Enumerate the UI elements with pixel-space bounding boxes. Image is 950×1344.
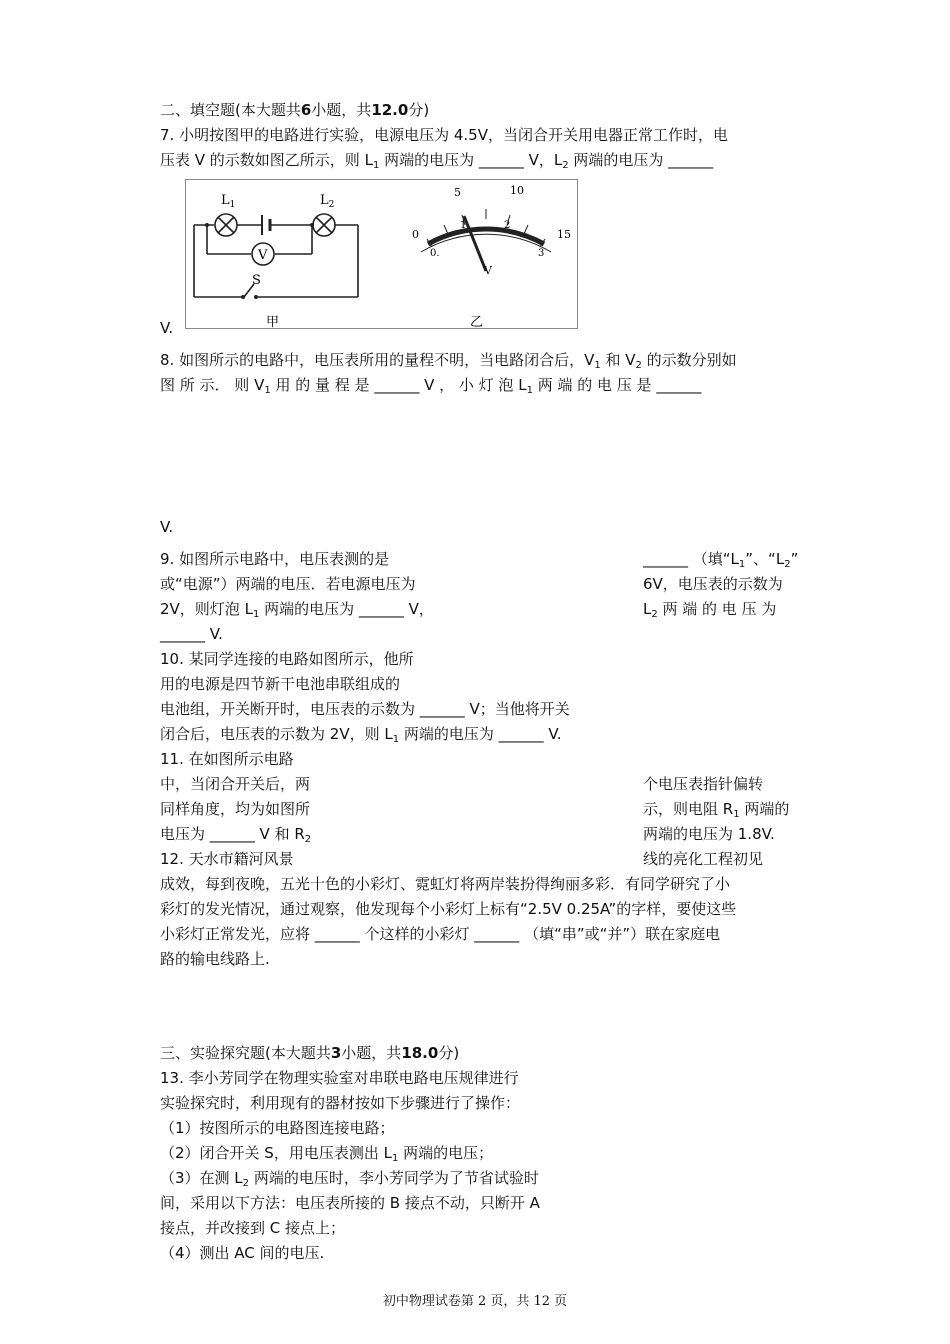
- question-11-line-1: 11. 在如图所示电路: [160, 750, 294, 768]
- question-9-line-3-left: 2V，则灯泡 $L_1$ 两端的电压为 ______ V，: [160, 600, 434, 620]
- voltmeter-dial-diagram: [412, 184, 571, 277]
- switch-label: S: [252, 273, 261, 288]
- circuit-and-voltmeter-diagram: [186, 180, 577, 328]
- question-9-line-1-left: 9. 如图所示电路中，电压表测的是: [160, 550, 390, 568]
- question-11-line-3-left: 同样角度，均为如图所: [160, 800, 311, 818]
- page-footer: 初中物理试卷第 2 页，共 12 页: [382, 1294, 568, 1309]
- question-7-line-3: V.: [160, 319, 174, 337]
- circuit-diagram: [194, 214, 358, 297]
- question-9-line-4: ______ V.: [160, 625, 223, 643]
- question-9-line-2-right: 6V，电压表的示数为: [643, 575, 783, 593]
- section-3-title: 三、实验探究题(本大题共3小题，共18.0分): [160, 1044, 460, 1062]
- question-11-line-4-left: 电压为 ______ V 和 $R_2$: [160, 825, 312, 845]
- dial-bottom-3: 3: [538, 248, 545, 259]
- needle-icon: [464, 216, 486, 271]
- question-8-line-2: 图 所 示． 则 $V_1$ 用 的 量 程 是 ______ V ， 小 灯 泡 $L_1$ 两 端 的 电 压 是 ______: [160, 376, 702, 396]
- question-10-line-2: 用的电源是四节新干电池串联组成的: [160, 675, 401, 693]
- question-11-line-2-left: 中，当闭合开关后，两: [160, 775, 311, 793]
- dial-top-15: 15: [557, 228, 571, 241]
- question-7-line-1: 7. 小明按图甲的电路进行实验，电源电压为 4.5V，当闭合开关用电器正常工作时，电: [160, 126, 728, 144]
- question-10-line-4: 闭合后，电压表的示数为 2V，则 $L_1$ 两端的电压为 ______ V.: [160, 725, 562, 745]
- question-13-step-3-cont-2: 接点，并改接到 C 接点上；: [160, 1219, 346, 1237]
- question-13-line-2: 实验探究时，利用现有的器材按如下步骤进行了操作：: [160, 1094, 521, 1112]
- question-8-line-3: V.: [160, 518, 174, 536]
- question-13-line-1: 13. 李小芳同学在物理实验室对串联电路电压规律进行: [160, 1069, 519, 1087]
- question-13-step-3: （3）在测 $L_2$ 两端的电压时，李小芳同学为了节省试验时: [160, 1169, 539, 1189]
- dial-top-0: 0: [412, 228, 419, 241]
- question-13-step-3-cont-1: 间，采用以下方法：电压表所接的 B 接点不动，只断开 A: [160, 1194, 540, 1212]
- question-13-step-1: （1）按图所示的电路图连接电路；: [160, 1119, 395, 1137]
- figure-right-label: 乙: [470, 315, 484, 328]
- question-12-line-5: 路的输电线路上.: [160, 950, 270, 968]
- question-10-line-1: 10. 某同学连接的电路如图所示，他所: [160, 650, 414, 668]
- question-7-figure: [185, 179, 578, 329]
- question-11-line-4-right: 两端的电压为 1.8V.: [643, 825, 775, 843]
- dial-unit-label: V: [484, 264, 492, 277]
- question-12-line-2: 成效，每到夜晚，五光十色的小彩灯、霓虹灯将两岸装扮得绚丽多彩．有同学研究了小: [160, 875, 731, 893]
- question-9-line-3-right: $L_2$ 两 端 的 电 压 为: [643, 600, 777, 620]
- junction-dot-icon: [310, 223, 314, 227]
- question-11-line-2-right: 个电压表指针偏转: [643, 775, 764, 793]
- switch-contact-icon: [241, 295, 245, 299]
- question-12-line-3: 彩灯的发光情况，通过观察，他发现每个小彩灯上标有“2.5V 0.25A”的字样，要使这些: [160, 900, 737, 918]
- junction-dot-icon: [205, 223, 209, 227]
- question-11-line-3-right: 示，则电阻 $R_1$ 两端的: [643, 800, 790, 820]
- dial-bottom-1: 1: [460, 220, 467, 231]
- question-12-line-1-left: 12. 天水市籍河风景: [160, 850, 294, 868]
- voltmeter-label: V: [258, 248, 268, 263]
- figure-left-label: 甲: [266, 315, 280, 328]
- lamp-l1-label: $L_1$: [221, 193, 236, 210]
- question-12-line-1-right: 线的亮化工程初见: [643, 850, 764, 868]
- dial-top-10: 10: [510, 184, 524, 197]
- question-8-line-1: 8. 如图所示的电路中，电压表所用的量程不明，当电路闭合后，$V_1$ 和 $V_2$ 的示数分别如: [160, 351, 737, 371]
- section-2-title: 二、填空题(本大题共6小题，共12.0分): [160, 101, 430, 119]
- question-10-line-3: 电池组，开关断开时，电压表的示数为 ______ V；当他将开关: [160, 700, 570, 718]
- question-9-line-1-right: ______ （填“$L_1$”、“$L_2$”: [643, 550, 799, 570]
- lamp-l2-label: $L_2$: [320, 193, 335, 210]
- switch-contact-icon: [254, 295, 258, 299]
- question-12-line-4: 小彩灯正常发光，应将 ______ 个这样的小彩灯 ______ （填“串”或“并”）联在家庭电: [160, 925, 721, 943]
- question-13-step-2: （2）闭合开关 S，用电压表测出 $L_1$ 两端的电压；: [160, 1144, 494, 1164]
- question-13-step-4: （4）测出 AC 间的电压.: [160, 1244, 325, 1262]
- dial-bottom-2: 2: [504, 220, 511, 231]
- question-9-line-2-left: 或“电源”）两端的电压．若电源电压为: [160, 575, 416, 593]
- dial-top-5: 5: [454, 186, 461, 199]
- question-7-line-2: 压表 V 的示数如图乙所示，则 $L_1$ 两端的电压为 ______ V，$L_2$ 两端的电压为 ______: [160, 151, 714, 171]
- dial-bottom-0: 0.: [430, 248, 440, 259]
